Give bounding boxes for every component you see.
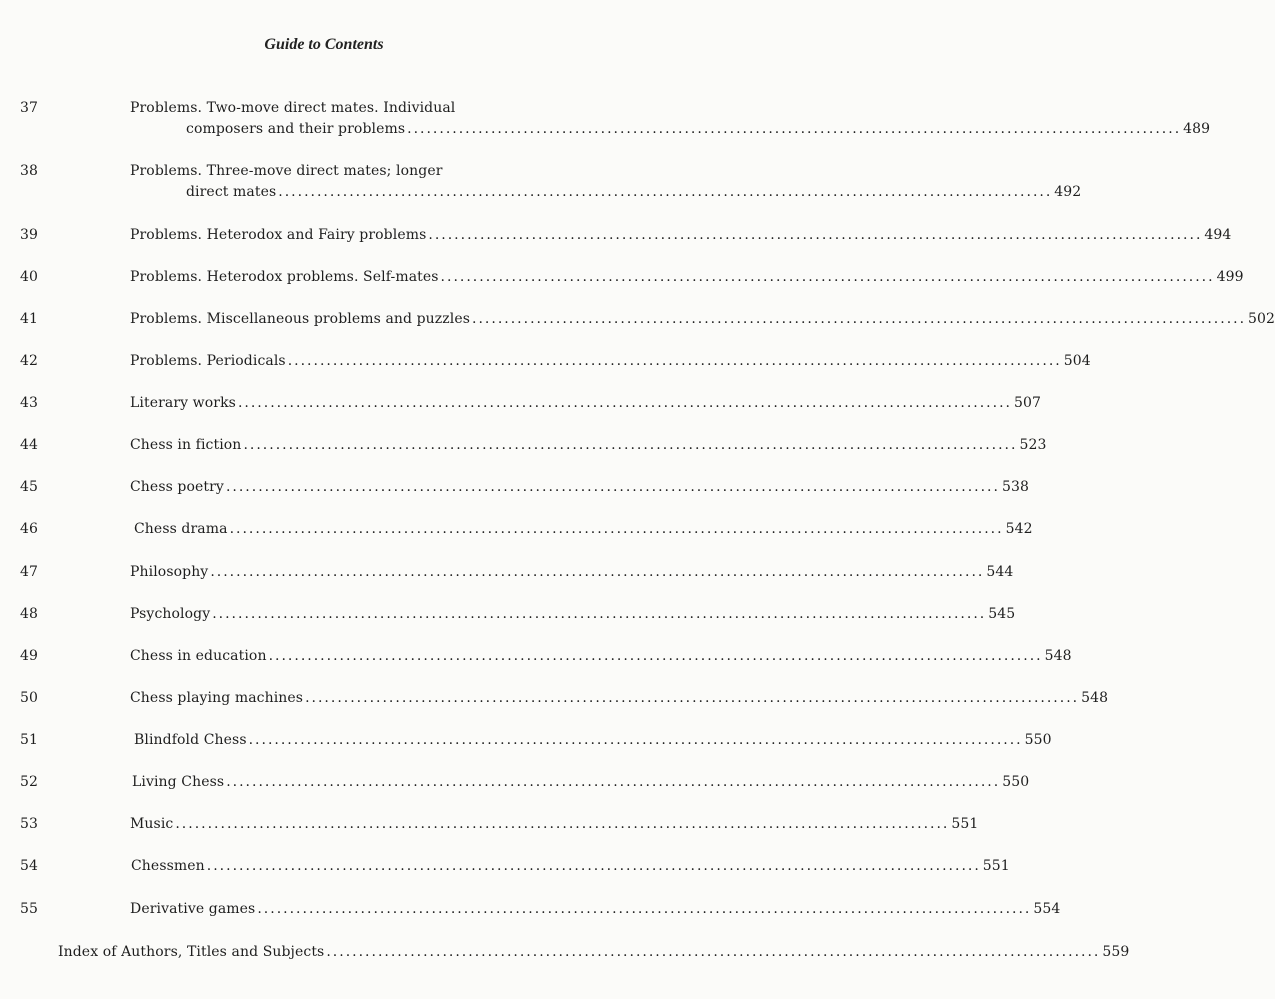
entry-title: Philosophy [130, 564, 209, 580]
chapter-number: 50 [20, 690, 39, 706]
entry-title: Problems. Heterodox and Fairy problems [130, 227, 427, 243]
toc-entry-line [134, 732, 1052, 748]
toc-entry [0, 858, 1010, 880]
chapter-number: 41 [20, 311, 39, 327]
entry-title: Music [130, 816, 174, 832]
page-number: 507 [1013, 395, 1042, 411]
entry-title: Chess drama [134, 521, 228, 537]
toc-number [0, 100, 648, 122]
page-number: 550 [1024, 732, 1052, 748]
page-number: 548 [1044, 648, 1072, 664]
toc-entry [0, 901, 1061, 923]
leader-dots: ........................................................................................................................ [407, 121, 1182, 137]
entry-title: Living Chess [132, 774, 225, 790]
page-number: 545 [988, 606, 1016, 622]
leader-dots: ........................................................................................................................ [268, 648, 1043, 664]
toc-entry-line [58, 944, 1130, 960]
entry-title: Derivative games [130, 901, 256, 917]
toc-entry [0, 311, 1275, 333]
toc-entry [0, 353, 1091, 375]
toc-entry-line [131, 858, 1010, 874]
chapter-number: 48 [20, 606, 39, 622]
leader-dots: ........................................................................................................................ [440, 269, 1215, 285]
page-number: 489 [1183, 121, 1211, 137]
toc-entry-line [130, 437, 1047, 453]
toc-entry-line [130, 648, 1072, 664]
chapter-number: 54 [20, 858, 39, 874]
chapter-number: 45 [20, 479, 39, 495]
toc-entry-line [130, 690, 1109, 706]
leader-dots: ........................................................................................................................ [212, 606, 987, 622]
toc-entry-line [130, 564, 1014, 580]
toc-entry-line [130, 311, 1275, 327]
leader-dots: ........................................................................................................................ [326, 944, 1101, 960]
entry-title: Chess in fiction [130, 437, 242, 453]
toc-entry [0, 606, 1016, 628]
page-number: 554 [1033, 901, 1061, 917]
leader-dots: ........................................................................................................................ [226, 774, 1001, 790]
entry-title: Chess playing machines [130, 690, 304, 706]
leader-dots: ........................................................................................................................ [243, 437, 1018, 453]
entry-title: Problems. Heterodox problems. Self-mates [130, 269, 439, 285]
entry-title-line1: Problems. Two-move direct mates. Individual [130, 100, 456, 116]
leader-dots: ........................................................................................................................ [278, 184, 1053, 200]
toc-entry [0, 816, 979, 838]
toc-index-entry [0, 944, 1130, 966]
leader-dots: ........................................................................................................................ [305, 690, 1080, 706]
chapter-number: 49 [20, 648, 39, 664]
page-number: 550 [1002, 774, 1030, 790]
chapter-number: 52 [20, 774, 39, 790]
toc-entry-line [130, 606, 1016, 622]
entry-title: Problems. Periodicals [130, 353, 286, 369]
page-number: 548 [1081, 690, 1109, 706]
entry-title: Index of Authors, Titles and Subjects [58, 944, 325, 960]
toc-entry [0, 690, 1109, 712]
toc-entry-line [130, 269, 1244, 285]
chapter-number: 47 [20, 564, 39, 580]
page-number: 544 [986, 564, 1014, 580]
chapter-number: 39 [20, 227, 39, 243]
toc-entry [0, 269, 1244, 291]
toc-entry [0, 437, 1047, 459]
toc-entry-line [186, 121, 1211, 137]
toc-entry-line [132, 774, 1030, 790]
entry-title-line1: Problems. Three-move direct mates; longer [130, 163, 443, 179]
toc-entry [0, 121, 1211, 143]
page-number: 499 [1216, 269, 1244, 285]
leader-dots: ........................................................................................................................ [472, 311, 1247, 327]
page-number: 559 [1102, 944, 1130, 960]
toc-entry-line [130, 395, 1042, 411]
toc-entry-line [186, 184, 1082, 200]
chapter-number: 38 [20, 163, 39, 179]
page-number: 502 [1248, 311, 1275, 327]
toc-entry-line [130, 901, 1061, 917]
toc-entry-line [130, 479, 1029, 495]
leader-dots: ........................................................................................................................ [229, 521, 1004, 537]
page-number: 523 [1019, 437, 1047, 453]
chapter-number: 42 [20, 353, 39, 369]
entry-title: Chess in education [130, 648, 267, 664]
entry-title: Chessmen [131, 858, 205, 874]
entry-title: Psychology [130, 606, 211, 622]
chapter-number: 55 [20, 901, 39, 917]
leader-dots: ........................................................................................................................ [225, 479, 1000, 495]
toc-entry [0, 227, 1232, 249]
page-number: 538 [1001, 479, 1029, 495]
chapter-number: 43 [20, 395, 39, 411]
page-title: Guide to Contents [264, 36, 384, 53]
toc-entry-line [134, 521, 1033, 537]
toc-entry [0, 732, 1052, 754]
leader-dots: ........................................................................................................................ [237, 395, 1012, 411]
leader-dots: ........................................................................................................................ [210, 564, 985, 580]
leader-dots: ........................................................................................................................ [175, 816, 950, 832]
page-number: 551 [951, 816, 979, 832]
toc-entry-line [130, 227, 1232, 243]
toc-entry [0, 184, 1082, 206]
toc-entry [0, 395, 1042, 417]
entry-title: direct mates [186, 184, 277, 200]
chapter-number: 46 [20, 521, 39, 537]
leader-dots: ........................................................................................................................ [206, 858, 981, 874]
toc-entry [0, 774, 1030, 796]
page-number: 551 [982, 858, 1010, 874]
toc-entry [0, 479, 1029, 501]
entry-title: Chess poetry [130, 479, 224, 495]
chapter-number: 53 [20, 816, 39, 832]
toc-entry [0, 564, 1014, 586]
toc-entry-line [130, 816, 979, 832]
chapter-number: 40 [20, 269, 39, 285]
entry-title: Literary works [130, 395, 236, 411]
chapter-number: 37 [20, 100, 39, 116]
chapter-number: 44 [20, 437, 39, 453]
entry-title: Blindfold Chess [134, 732, 247, 748]
toc-entry-line [130, 353, 1091, 369]
toc-entry [0, 521, 1033, 543]
toc-entry [0, 648, 1072, 670]
toc-number [0, 163, 648, 185]
leader-dots: ........................................................................................................................ [248, 732, 1023, 748]
page-number: 504 [1063, 353, 1091, 369]
leader-dots: ........................................................................................................................ [428, 227, 1203, 243]
entry-title: Problems. Miscellaneous problems and puzzles [130, 311, 471, 327]
chapter-number: 51 [20, 732, 39, 748]
leader-dots: ........................................................................................................................ [257, 901, 1032, 917]
leader-dots: ........................................................................................................................ [287, 353, 1062, 369]
page-number: 542 [1005, 521, 1033, 537]
page-number: 492 [1054, 184, 1082, 200]
page-number: 494 [1204, 227, 1232, 243]
entry-title: composers and their problems [186, 121, 406, 137]
